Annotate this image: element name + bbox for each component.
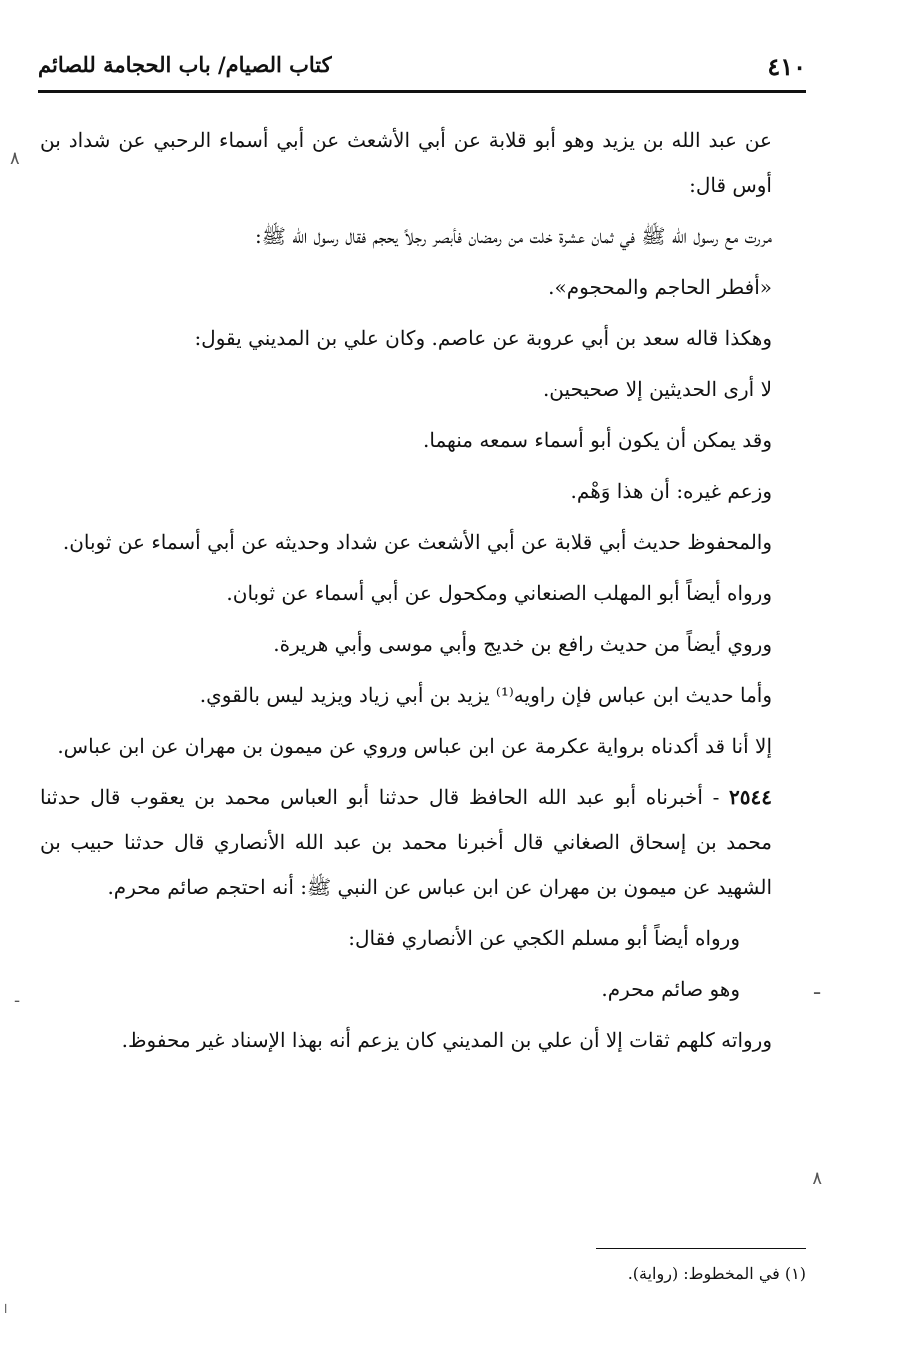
paragraph: والمحفوظ حديث أبي قلابة عن أبي الأشعث عن شداد وحديثه عن أبي أسماء عن ثوبان. — [62, 530, 772, 554]
hadith-text: - أخبرناه أبو عبد الله الحافظ قال حدثنا أبو العباس محمد بن يعقوب قال حدثنا محمد بن إسحاق الصغاني قال أخبرنا محمد بن عبد الله الأنصاري قال حدثنا حبيب بن الشهيد عن ميمون بن مهران عن ابن عباس عن النبي ﷺ: أنه احتجم صائم محرم. — [40, 785, 772, 899]
page-header — [38, 46, 806, 86]
paragraph: مررت مع رسول الله ﷺ في ثمان عشرة خلت من رمضان فأبصر رجلاً يحجم فقال رسول الله ﷺ: — [254, 224, 772, 248]
footnote: (١) في المخطوط: (رواية). — [627, 1264, 806, 1283]
body-text — [40, 118, 796, 1069]
paragraph: وروي أيضاً من حديث رافع بن خديج وأبي موسى وأبي هريرة. — [273, 632, 772, 656]
page-number: ٤١٠ — [767, 52, 806, 81]
margin-mark: ا — [4, 1302, 8, 1316]
header-rule — [38, 90, 806, 93]
hadith-number: ٢٥٤٤ — [729, 785, 772, 809]
running-head: كتاب الصيام/ باب الحجامة للصائم — [38, 52, 332, 77]
margin-mark: ٨ — [812, 1168, 822, 1189]
paragraph: وهكذا قاله سعد بن أبي عروبة عن عاصم. وكان علي بن المديني يقول: — [194, 326, 772, 350]
margin-mark: ٨ — [10, 148, 20, 169]
paragraph: إلا أنا قد أكدناه برواية عكرمة عن ابن عباس وروي عن ميمون بن مهران عن ابن عباس. — [57, 734, 772, 758]
paragraph: وأما حديث ابن عباس فإن راويه⁽¹⁾ يزيد بن أبي زياد ويزيد ليس بالقوي. — [199, 683, 772, 707]
paragraph: ورواه أيضاً أبو المهلب الصنعاني ومكحول عن أبي أسماء عن ثوبان. — [226, 581, 772, 605]
margin-mark: ـ — [814, 975, 820, 999]
margin-mark: - — [14, 990, 21, 1011]
paragraph: وهو صائم محرم. — [601, 977, 740, 1001]
hadith-paragraph — [40, 775, 796, 910]
quote-paragraph: «أفطر الحاجم والمحجوم». — [548, 275, 772, 299]
footnote-rule — [596, 1248, 806, 1249]
paragraph: لا أرى الحديثين إلا صحيحين. — [542, 377, 772, 401]
paragraph: عن عبد الله بن يزيد وهو أبو قلابة عن أبي الأشعث عن أبي أسماء الرحبي عن شداد بن أوس قال: — [40, 128, 772, 197]
paragraph: وزعم غيره: أن هذا وَهْم. — [570, 479, 772, 503]
paragraph: ورواته كلهم ثقات إلا أن علي بن المديني كان يزعم أنه بهذا الإسناد غير محفوظ. — [121, 1028, 772, 1052]
paragraph: وقد يمكن أن يكون أبو أسماء سمعه منهما. — [423, 428, 772, 452]
paragraph: ورواه أيضاً أبو مسلم الكجي عن الأنصاري فقال: — [348, 926, 740, 950]
